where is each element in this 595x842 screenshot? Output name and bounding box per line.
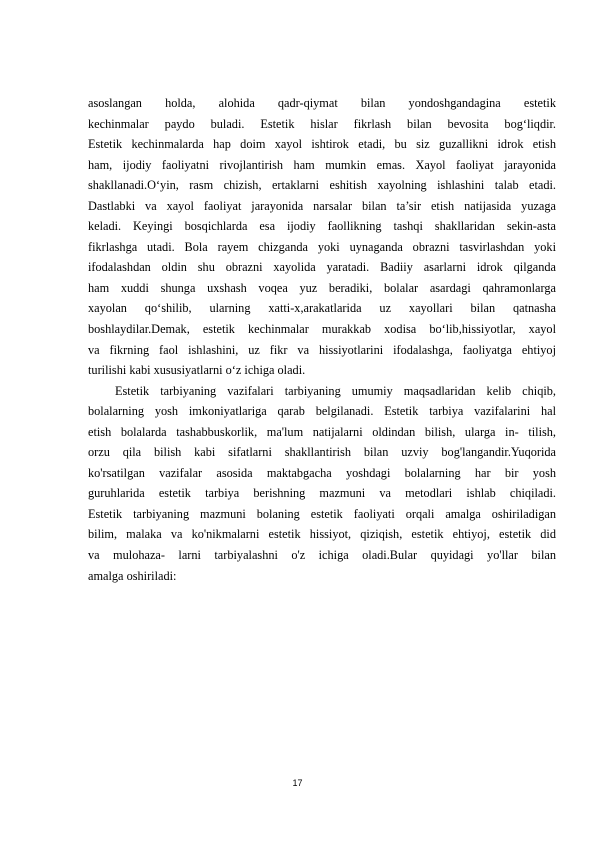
text-line: turilishi kabi xususiyatlarni o‘z ichiga oladi. xyxy=(88,363,306,378)
text-line: bolalarning yosh imkoniyatlariga qarab belgilanadi. Estetik tarbiya vazifalarini hal xyxy=(88,404,556,419)
text-line: Dastlabki va xayol faoliyat jarayonida narsalar bilan ta’sir etish natijasida yuzaga xyxy=(88,198,556,213)
text-line: amalga oshiriladi: xyxy=(88,568,177,583)
text-line: asoslangan holda, alohida qadr-qiymat bilan yondoshgandagina estetik xyxy=(88,96,556,110)
text-line: ham, ijodiy faoliyatni rivojlantirish ham mumkin emas. Xayol faoliyat jarayonida xyxy=(88,157,556,172)
text-line: bilim, malaka va ko'nikmalarni estetik hissiyot, qiziqish, estetik ehtiyoj, estetik did xyxy=(88,527,556,542)
paragraph-1 xyxy=(88,93,556,381)
text-line: ko'rsatilgan vazifalar asosida maktabgacha yoshdagi bolalarning har bir yosh xyxy=(88,465,556,480)
text-line: kechinmalar paydo buladi. Estetik hislar fikrlash bilan bevosita bog‘liqdir. xyxy=(88,116,556,131)
text-line: Estetik kechinmalarda hap doim xayol ishtirok etadi, bu siz guzallikni idrok etish xyxy=(88,137,556,152)
text-line: ifodalashdan oldin shu obrazni xayolida yaratadi. Badiiy asarlarni idrok qilganda xyxy=(88,260,556,275)
text-line: boshlaydilar.Demak, estetik kechinmalar murakkab xodisa bo‘lib,hissiyotlar, xayol xyxy=(88,322,556,337)
body-text xyxy=(88,93,556,586)
text-line: guruhlarida estetik tarbiya berishning mazmuni va metodlari ishlab chiqiladi. xyxy=(88,486,556,501)
paragraph-2 xyxy=(88,381,556,586)
page-number: 17 xyxy=(292,778,303,788)
text-line: shakllanadi.O‘yin, rasm chizish, ertaklarni eshitish xayolning ishlashini talab etadi. xyxy=(88,178,556,193)
text-line: Estetik tarbiyaning vazifalari tarbiyaning umumiy maqsadlaridan kelib chiqib, xyxy=(115,383,556,398)
text-line: Estetik tarbiyaning mazmuni bolaning estetik faoliyati orqali amalga oshiriladigan xyxy=(88,506,556,521)
text-line: xayolan qo‘shilib, ularning xatti-x,arakatlarida uz xayollari bilan qatnasha xyxy=(88,301,556,316)
text-line: va fikrning faol ishlashini, uz fikr va hissiyotlarini ifodalashga, faoliyatga ehtiyoj xyxy=(88,342,556,357)
text-line: etish bolalarda tashabbuskorlik, ma'lum natijalarni oldindan bilish, ularga in- tilish, xyxy=(88,424,556,439)
text-line: ham xuddi shunga uxshash voqea yuz beradiki, bolalar asardagi qahramonlarga xyxy=(88,280,556,295)
text-line: orzu qila bilish kabi sifatlarni shakllantirish bilan uzviy bog'langandir.Yuqorida xyxy=(88,445,556,460)
text-line: va mulohaza- larni tarbiyalashni o'z ichiga oladi.Bular quyidagi yo'llar bilan xyxy=(88,548,556,563)
text-line: fikrlashga utadi. Bola rayem chizganda yoki uynaganda obrazni tasvirlashdan yoki xyxy=(88,239,556,254)
text-line: keladi. Keyingi bosqichlarda esa ijodiy faollikning tashqi shakllaridan sekin-asta xyxy=(88,219,556,234)
